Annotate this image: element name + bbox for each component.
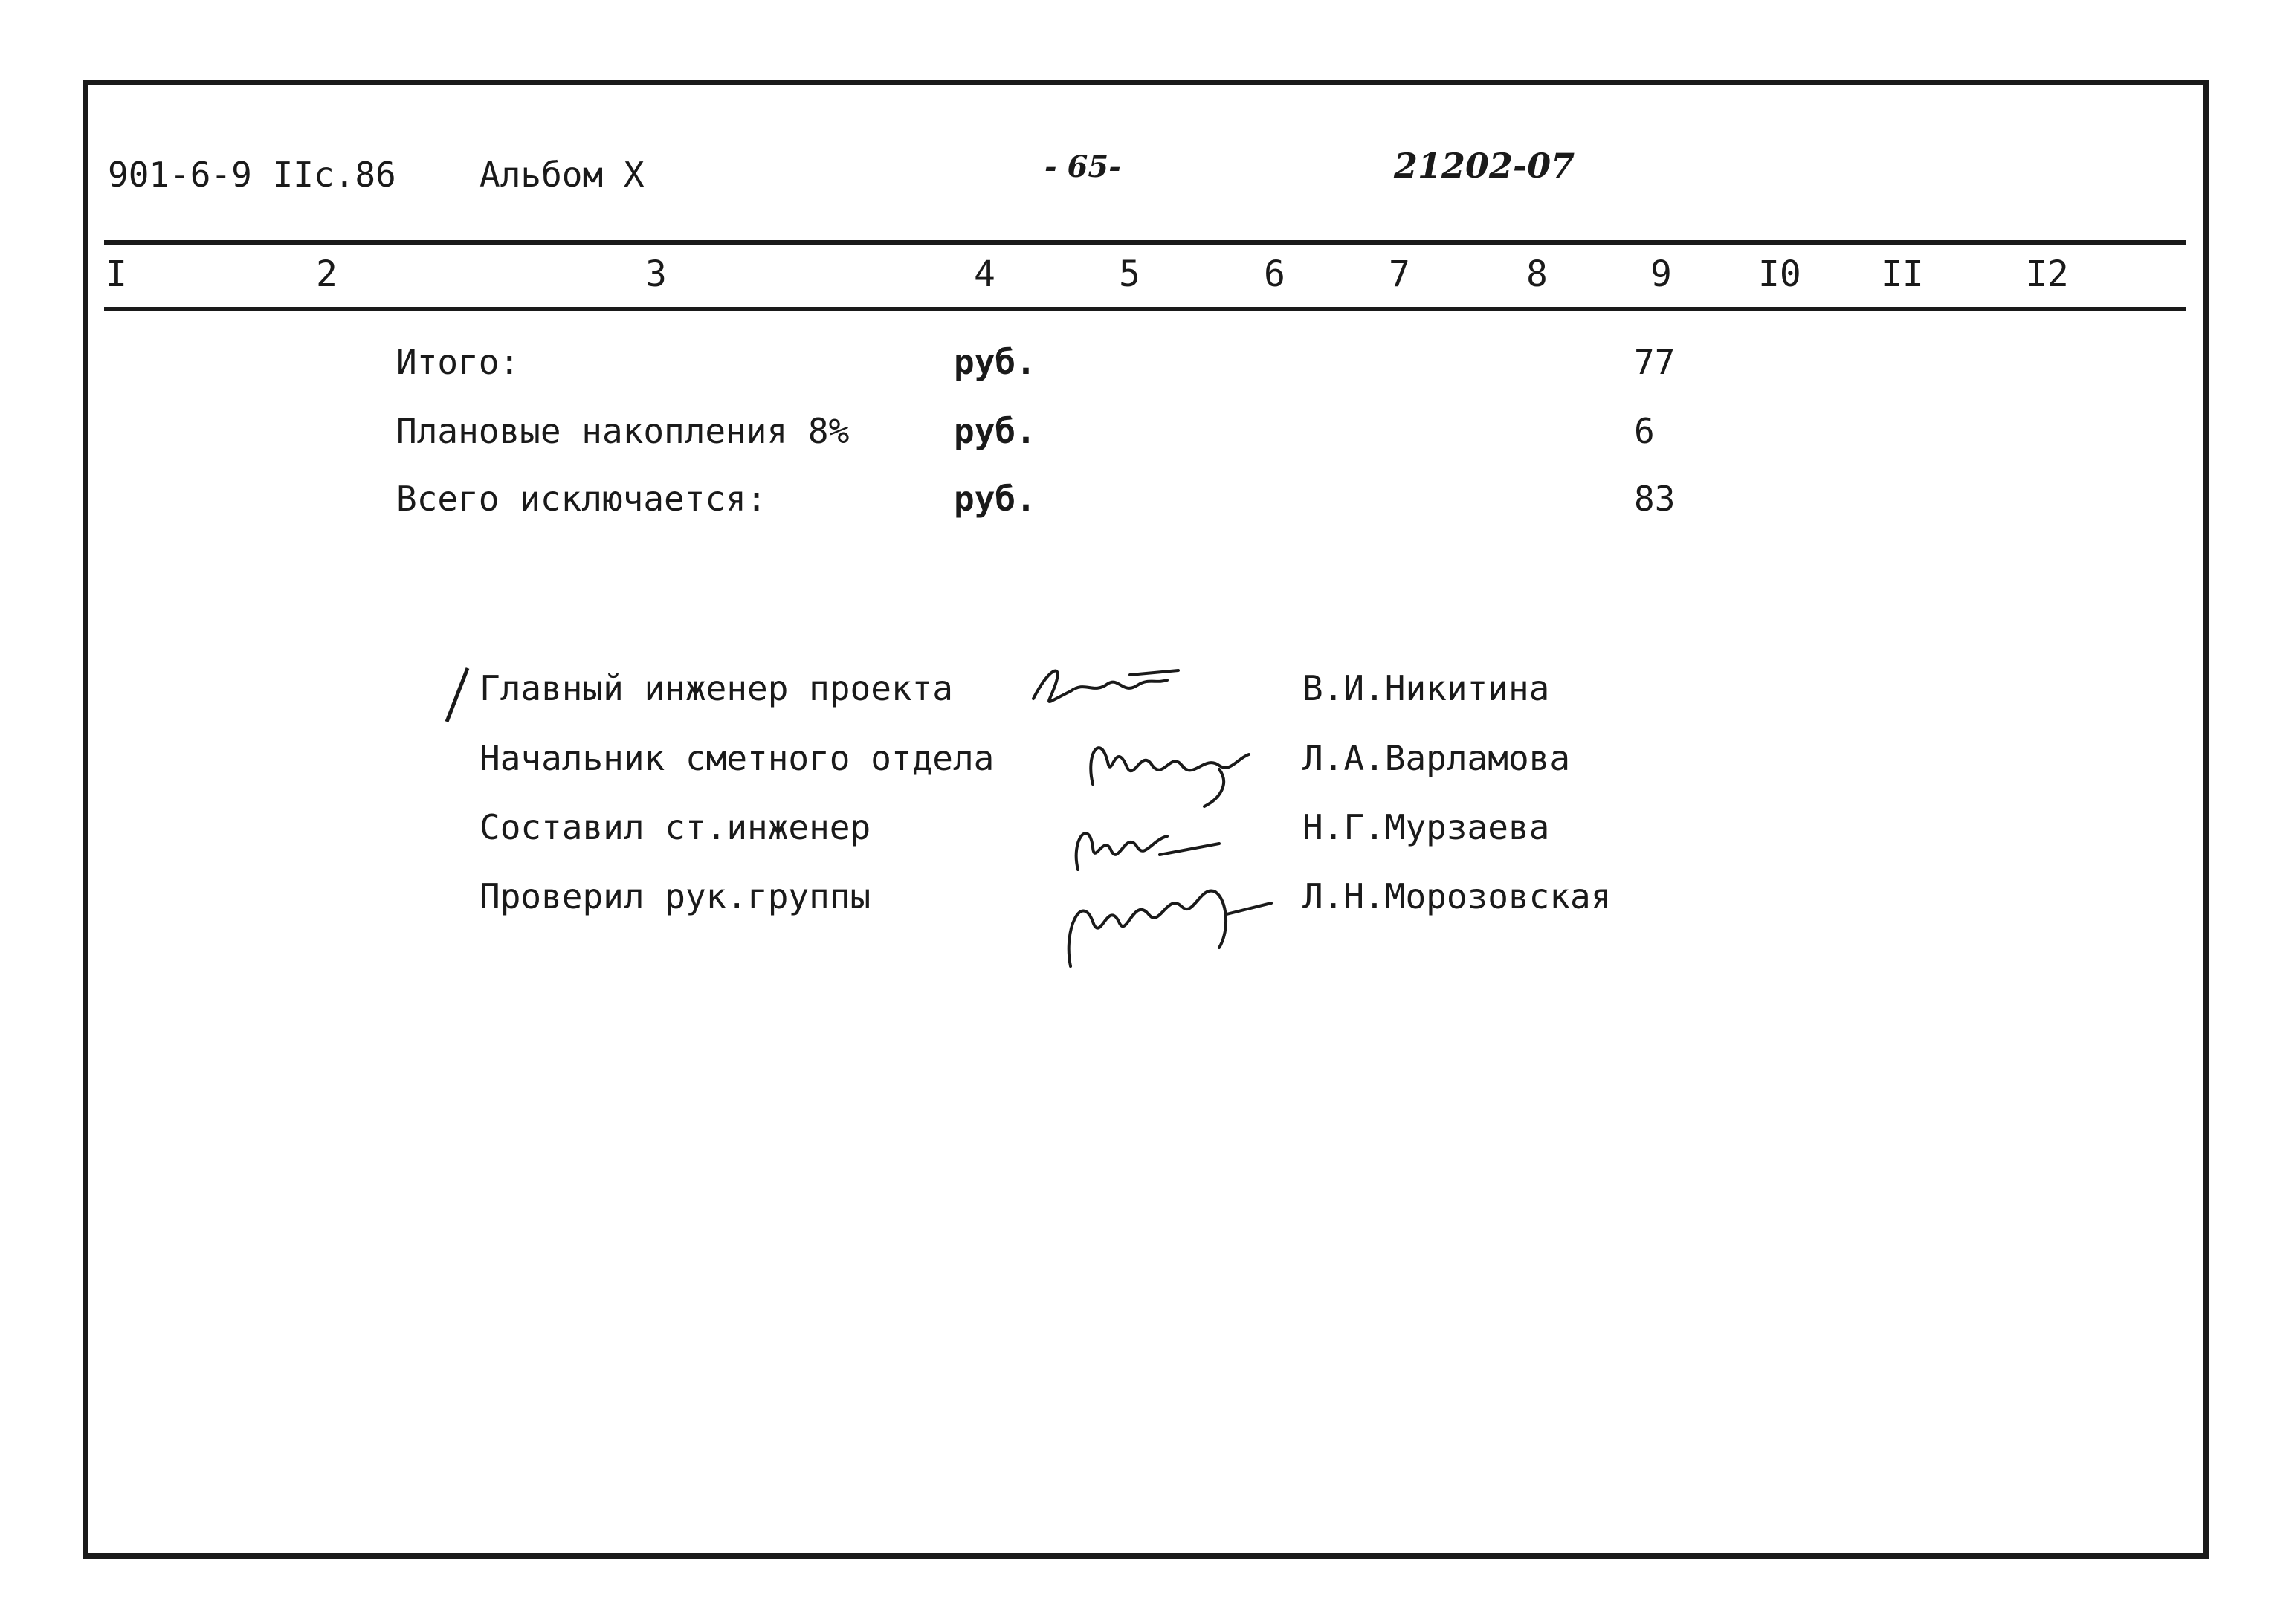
album-label: Альбом X <box>479 155 645 195</box>
col-header-4: 4 <box>974 253 995 295</box>
col-header-1: I <box>106 253 127 295</box>
row-value: 77 <box>1634 342 1676 382</box>
row-unit: руб. <box>954 342 1036 382</box>
row-label: Плановые накопления 8% <box>396 411 850 451</box>
row-unit: руб. <box>954 479 1036 519</box>
row-unit: руб. <box>954 411 1036 451</box>
signer-name: Н.Г.Мурзаева <box>1302 807 1550 847</box>
signer-name: Л.А.Варламова <box>1302 738 1571 778</box>
page-number: - 65- <box>1044 149 1121 184</box>
col-header-2: 2 <box>316 253 338 295</box>
row-label: Всего исключается: <box>396 479 767 519</box>
slash-mark <box>442 665 472 725</box>
signer-position: Главный инженер проекта <box>479 668 953 708</box>
signature-2-image <box>1071 725 1271 814</box>
col-header-8: 8 <box>1526 253 1548 295</box>
row-value: 6 <box>1634 411 1655 451</box>
col-header-3: 3 <box>645 253 667 295</box>
header-bottom-rule <box>104 307 2186 311</box>
signer-name: Л.Н.Морозовская <box>1302 876 1612 916</box>
col-header-6: 6 <box>1264 253 1285 295</box>
signer-position: Проверил рук.группы <box>479 876 871 916</box>
signer-position: Составил ст.инженер <box>479 807 871 847</box>
signature-3-image <box>1048 803 1286 974</box>
doc-number: 21202-07 <box>1394 146 1575 186</box>
col-header-11: II <box>1881 253 1924 295</box>
col-header-5: 5 <box>1119 253 1140 295</box>
signer-position: Начальник сметного отдела <box>479 738 995 778</box>
row-label: Итого: <box>396 342 520 382</box>
project-code: 901-6-9 ІІс.86 <box>108 155 396 195</box>
signature-1-image <box>1018 654 1197 714</box>
signer-name: В.И.Никитина <box>1302 668 1550 708</box>
col-header-7: 7 <box>1389 253 1410 295</box>
row-value: 83 <box>1634 479 1676 519</box>
col-header-9: 9 <box>1650 253 1672 295</box>
header-top-rule <box>104 240 2186 245</box>
col-header-10: I0 <box>1758 253 1801 295</box>
col-header-12: I2 <box>2026 253 2069 295</box>
